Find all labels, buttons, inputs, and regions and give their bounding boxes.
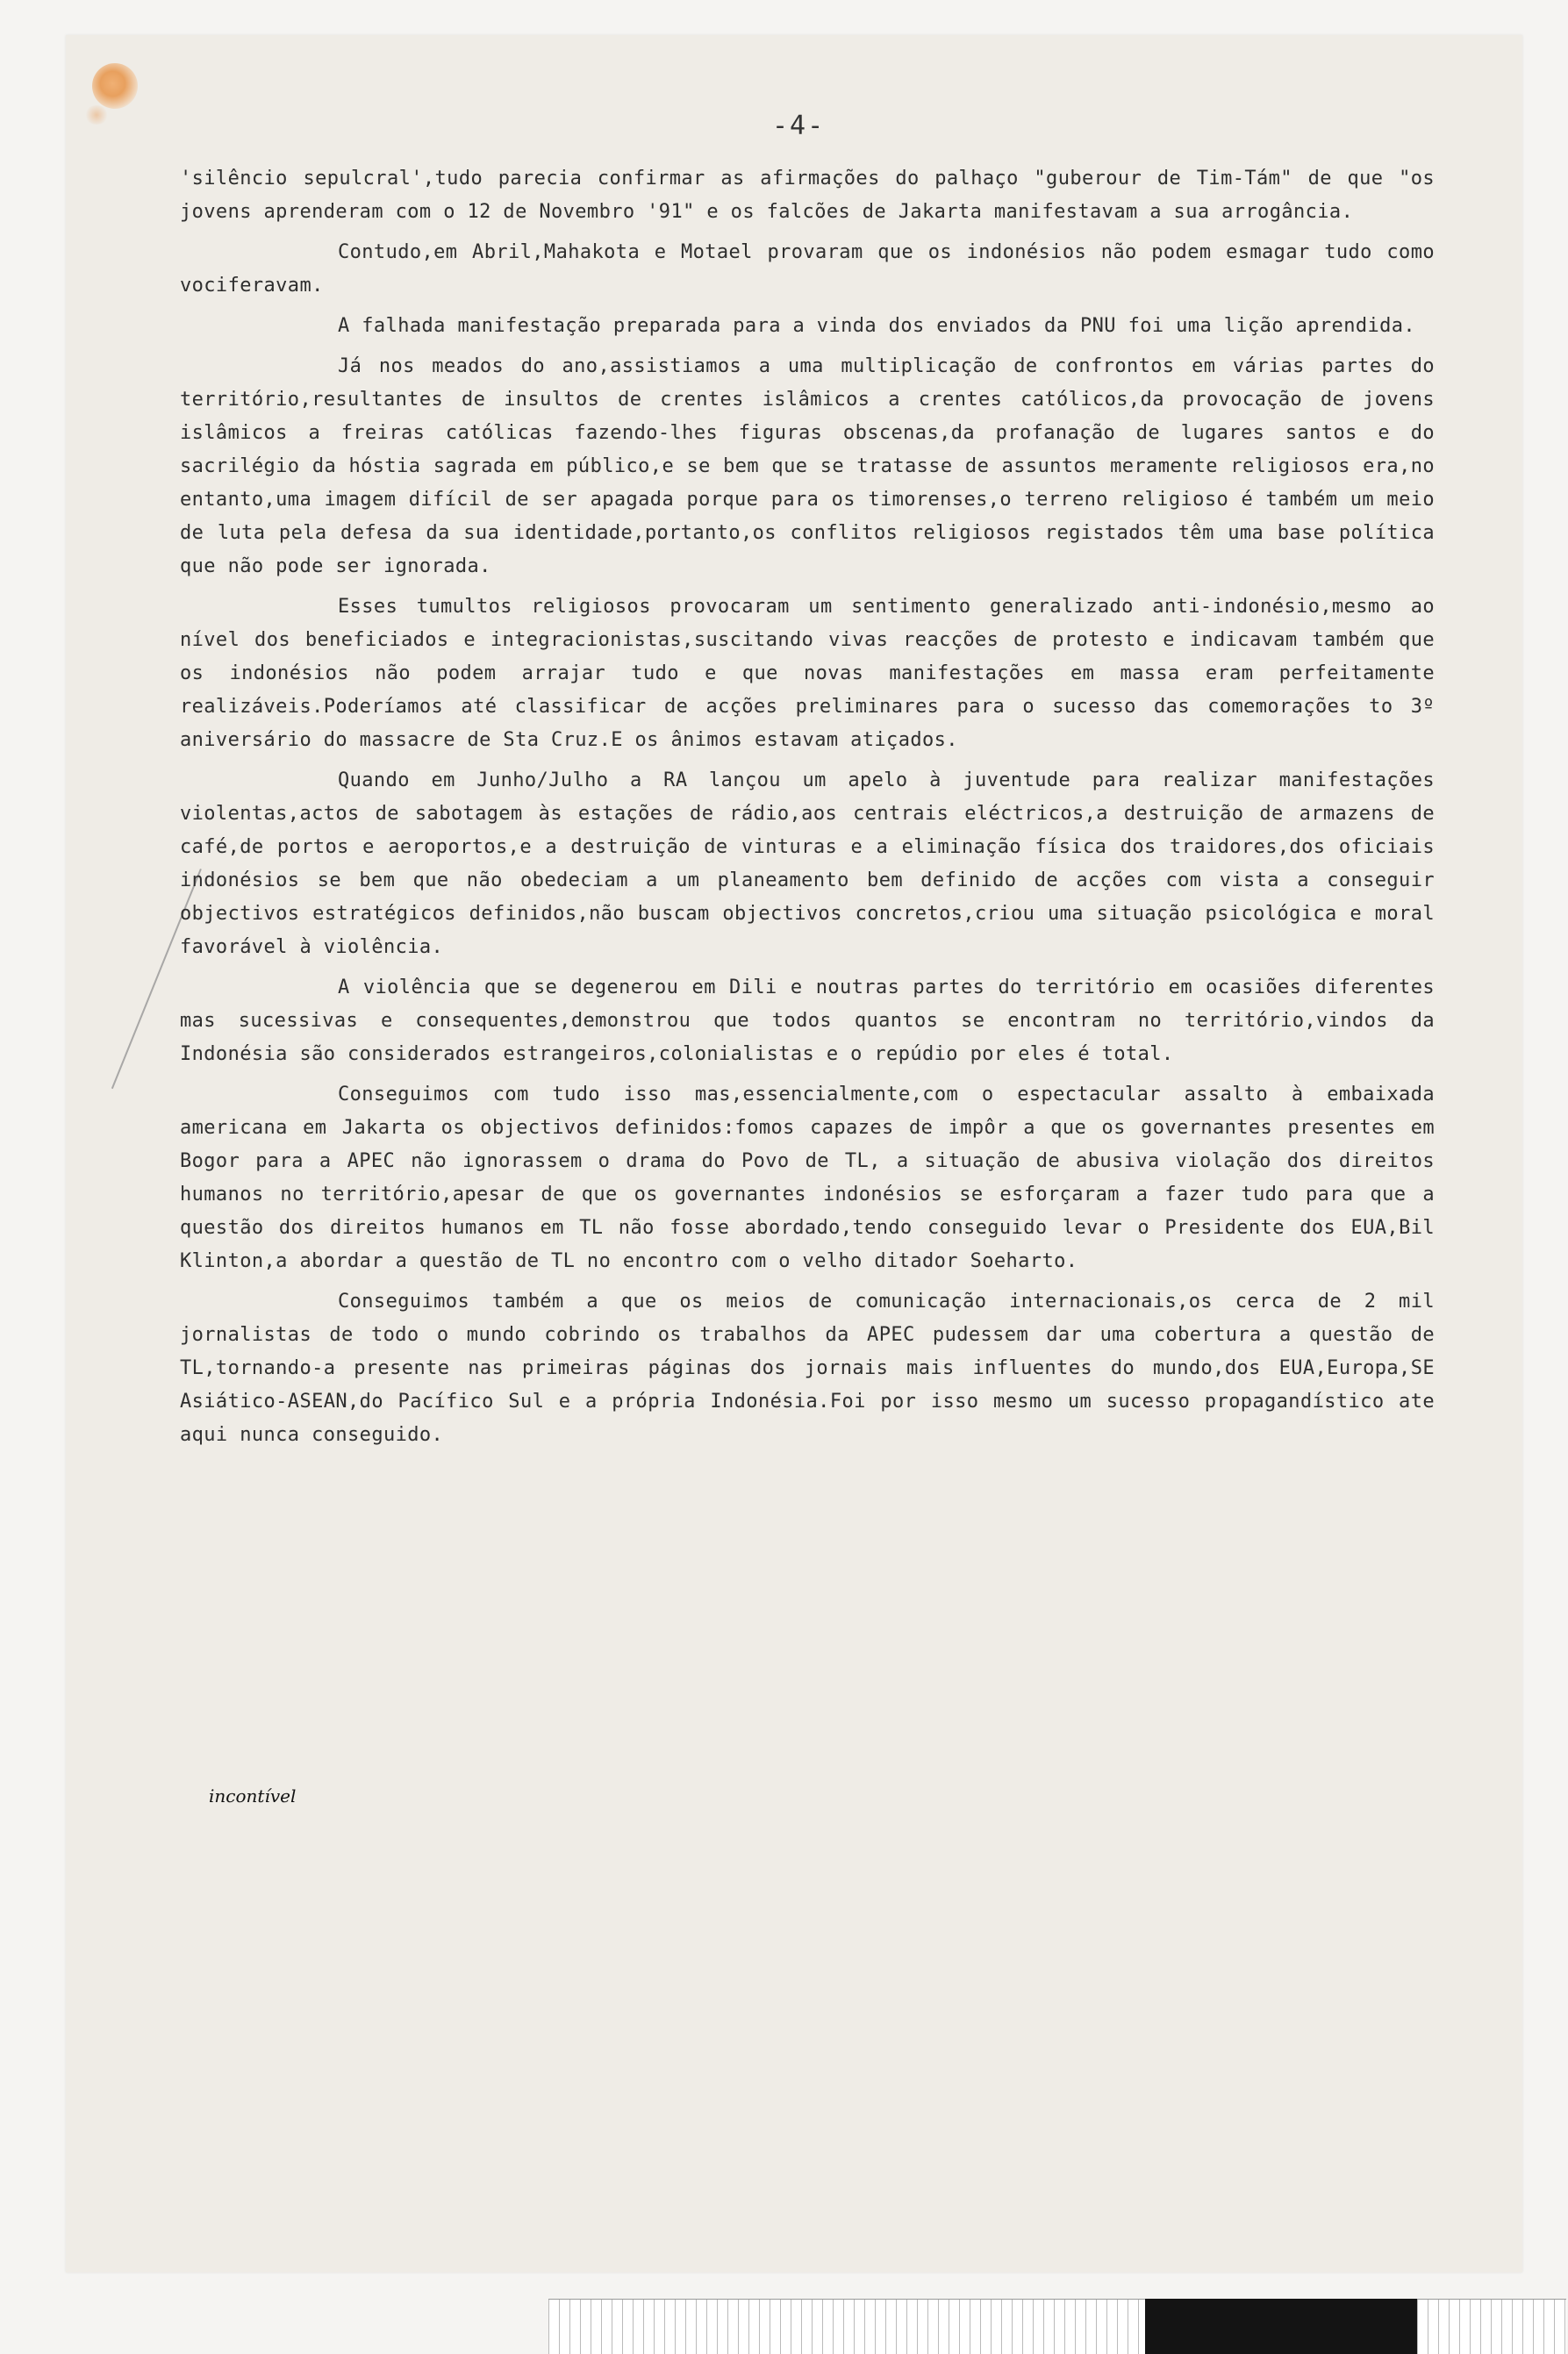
paragraph-9: Conseguimos também a que os meios de comunicação internacionais,os cerca de 2 mil jornalistas de todo o mundo cobrindo os trabalhos da APEC pudessem dar uma cobertura a questão de TL,tornando-a presente nas primeiras páginas dos jornais mais influentes do mundo,dos EUA,Europa,SE Asiático-ASEAN,do Pacífico Sul e a própria Indonésia.Foi por isso mesmo um sucesso propagandístico ate aqui nunca conseguido. — [180, 1291, 1435, 1446]
stain-mark — [92, 63, 138, 109]
paragraph-6: Quando em Junho/Julho a RA lançou um apelo à juventude para realizar manifestações violentas,actos de sabotagem às estações de rádio,aos centrais eléctricos,a destruição de armazens de café,de portos e aeroportos,e a destruição de vinturas e a eliminação física dos traidores,dos oficiais indonésios se bem que não obedeciam a um planeamento bem definido de acções com vista a conseguir objectivos estratégicos definidos,não buscam objectivos concretos,criou uma situação psicológica e moral favorável à violência. — [180, 769, 1435, 958]
scale-ruler — [548, 2299, 1566, 2354]
paragraph-3: A falhada manifestação preparada para a vinda dos enviados da PNU foi uma lição aprendida. — [338, 315, 1416, 337]
paragraph-1: 'silêncio sepulcral',tudo parecia confirmar as afirmações do palhaço "guberour de Tim-Tám" de que "os jovens aprenderam com o 12 de Novembro '91" e os falcões de Jakarta manifestavam a sua arrogância. — [180, 168, 1435, 223]
paragraph-5: Esses tumultos religiosos provocaram um sentimento generalizado anti-indonésio,mesmo ao nível dos beneficiados e integracionistas,suscitando vivas reacções de protesto e indicavam também que os indonésios não podem arrajar tudo e que novas manifestações em massa eram perfeitamente realizáveis.Poderíamos até classificar de acções preliminares para o sucesso das comemorações to 3º aniversário do massacre de Sta Cruz.E os ânimos estavam atiçados. — [180, 596, 1435, 751]
paragraph-2: Contudo,em Abril,Mahakota e Motael provaram que os indonésios não podem esmagar tudo como vociferavam. — [180, 241, 1435, 297]
ruler-black-segment — [1145, 2299, 1417, 2354]
paragraph-4: Já nos meados do ano,assistiamos a uma multiplicação de confrontos em várias partes do território,resultantes de insultos de crentes islâmicos a crentes católicos,da provocação de jovens islâmicos a freiras católicas fazendo-lhes figuras obscenas,da profanação de lugares santos e do sacrilégio da hóstia sagrada em público,e se bem que se tratasse de assuntos meramente religiosos era,no entanto,uma imagem difícil de ser apagada porque para os timorenses,o terreno religioso é também um meio de luta pela defesa da sua identidade,portanto,os conflitos religiosos registados têm uma base política que não pode ser ignorada. — [180, 355, 1435, 577]
document-body — [180, 162, 1435, 1459]
page-number: -4- — [772, 111, 826, 141]
stain-drip-mark — [84, 105, 109, 125]
ruler-white-segment — [548, 2299, 1145, 2354]
ruler-end-segment — [1417, 2299, 1566, 2354]
paragraph-7: A violência que se degenerou em Dili e noutras partes do território em ocasiões diferentes mas sucessivas e consequentes,demonstrou que todos quantos se encontram no território,vindos da Indonésia são considerados estrangeiros,colonialistas e o repúdio por eles é total. — [180, 977, 1435, 1065]
handwritten-annotation: incontível — [209, 1785, 297, 1807]
paragraph-8: Conseguimos com tudo isso mas,essencialmente,com o espectacular assalto à embaixada americana em Jakarta os objectivos definidos:fomos capazes de impôr a que os governantes presentes em Bogor para a APEC não ignorassem o drama do Povo de TL, a situação de abusiva violação dos direitos humanos no território,apesar de que os governantes indonésios se esforçaram a fazer tudo para que a questão dos direitos humanos em TL não fosse abordado,tendo conseguido levar o Presidente dos EUA,Bil Klinton,a abordar a questão de TL no encontro com o velho ditador Soeharto. — [180, 1084, 1435, 1272]
